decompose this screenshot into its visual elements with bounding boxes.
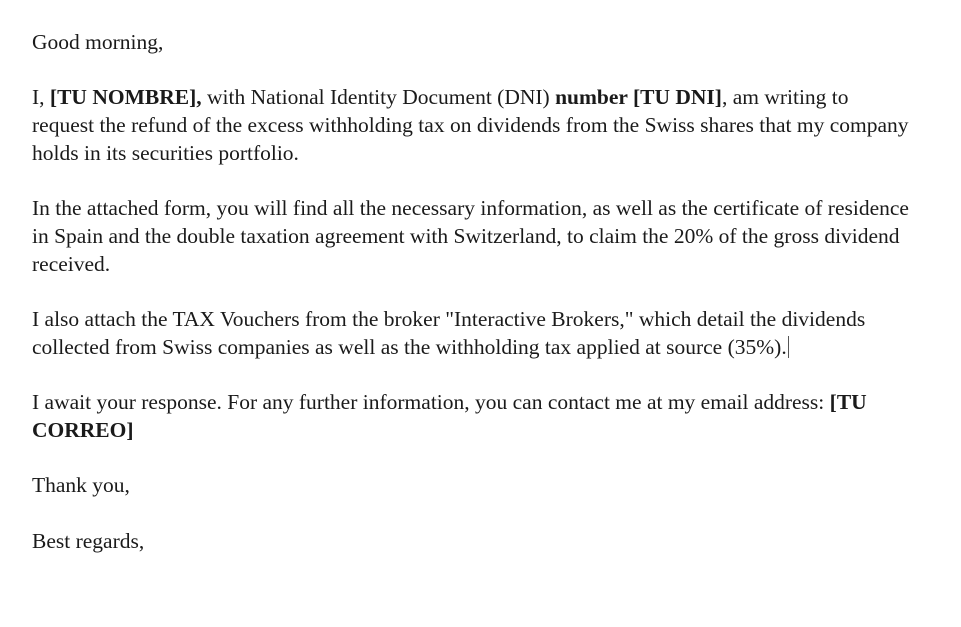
paragraph-vouchers[interactable] [32,306,912,361]
contact-text: I await your response. For any further information, you can contact me at my email address: [32,390,830,415]
paragraph-intro[interactable] [32,84,912,167]
email-placeholder: [TU CORREO] [32,390,867,442]
vouchers-text: I also attach the TAX Vouchers from the broker "Interactive Brokers," which detail the dividends collected from Swiss companies as well as the withholding tax applied at source (35%). [32,306,866,359]
thanks-text: Thank you, [32,473,130,498]
paragraph-attached-form[interactable] [32,195,912,278]
attached-form-text: In the attached form, you will find all the necessary information, as well as the certificate of residence in Spain and the double taxation agreement with Switzerland, to claim the 20% of the gross dividend received. [32,196,909,276]
text-cursor [788,336,789,358]
paragraph-contact[interactable] [32,389,912,444]
intro-text-3: , am writing to request the refund of the excess withholding tax on dividends from the Swiss shares that my company holds in its securities portfolio. [32,85,909,165]
paragraph-greeting[interactable] [32,29,912,57]
closing-text: Best regards, [32,528,145,553]
dni-placeholder: number [TU DNI] [555,85,722,110]
intro-text-2: with National Identity Document (DNI) [201,85,556,110]
paragraph-closing[interactable] [32,528,912,556]
paragraph-thanks[interactable] [32,472,912,500]
greeting-text: Good morning, [32,30,164,54]
document-body[interactable] [32,29,912,583]
name-placeholder: [TU NOMBRE], [49,85,202,110]
intro-text-1: I, [32,85,50,110]
